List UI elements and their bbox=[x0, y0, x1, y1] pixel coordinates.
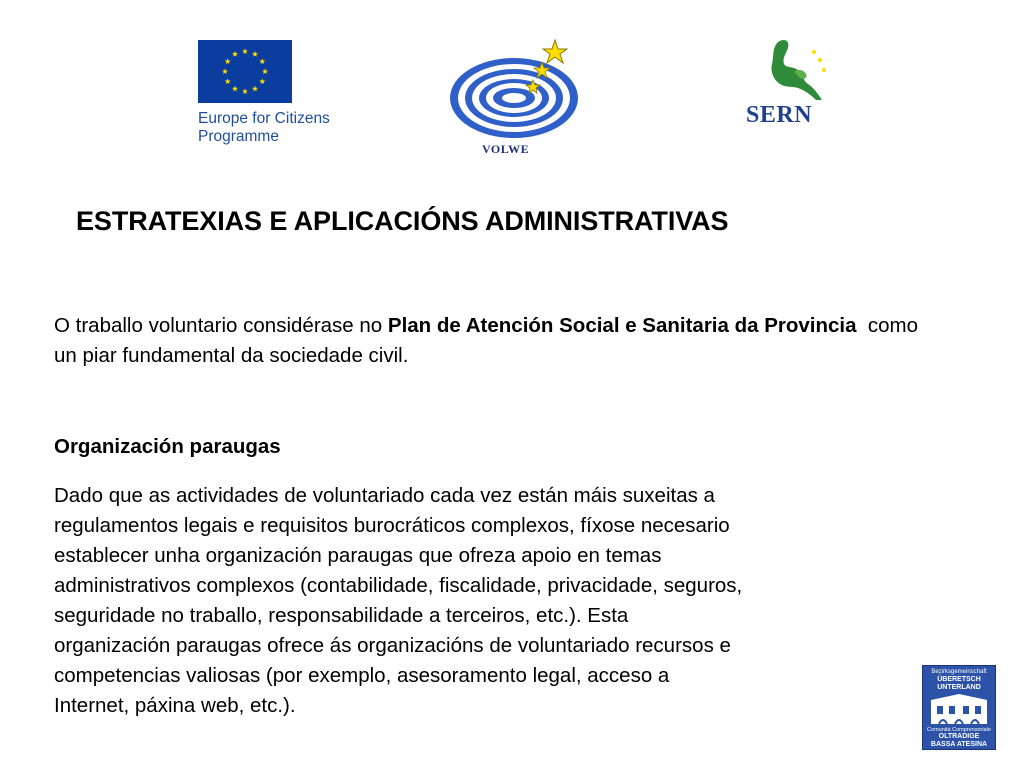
section-body-line: regulamentos legais e requisitos burocráticos complexos, fíxose necesario bbox=[54, 514, 730, 537]
sern-logo bbox=[742, 38, 842, 130]
district-logo-line1: Bezirksgemeinschaft bbox=[931, 669, 987, 675]
europe-map-icon bbox=[764, 38, 834, 102]
district-community-logo bbox=[922, 665, 996, 750]
eu-logo-line1: Europe for Citizens bbox=[198, 110, 330, 127]
volwe-logo-text: VOLWE bbox=[482, 142, 530, 156]
volwe-logo bbox=[448, 38, 588, 160]
district-logo-line3: UNTERLAND bbox=[937, 684, 981, 691]
intro-text-end: como un piar fundamental da sociedade civil. bbox=[54, 314, 924, 367]
section-body-line: Internet, páxina web, etc.). bbox=[54, 694, 296, 717]
building-icon bbox=[929, 694, 989, 724]
volwe-rings-icon bbox=[448, 38, 588, 142]
section-body-line: establecer unha organización paraugas que ofreza apoio en temas bbox=[54, 544, 662, 567]
section-body-line: seguridade no traballo, responsabilidade a terceiros, etc.). Esta bbox=[54, 604, 629, 627]
section-heading: Organización paraugas bbox=[54, 435, 281, 458]
section-body-line: competencias valiosas (por exemplo, asesoramento legal, acceso a bbox=[54, 664, 670, 687]
eu-citizens-logo bbox=[198, 40, 348, 150]
eu-logo-line2: Programme bbox=[198, 128, 279, 145]
page-title: ESTRATEXIAS E APLICACIÓNS ADMINISTRATIVAS bbox=[76, 206, 729, 236]
eu-flag-icon bbox=[198, 40, 292, 103]
intro-text-start: O traballo voluntario considérase no bbox=[54, 314, 388, 337]
district-logo-line6: BASSA ATESINA bbox=[930, 741, 988, 748]
intro-paragraph bbox=[54, 311, 934, 371]
district-logo-line4: Comunità Comprensoriale bbox=[927, 727, 991, 733]
section-body-line: Dado que as actividades de voluntariado cada vez están máis suxeitas a bbox=[54, 484, 715, 507]
district-logo-line2: ÜBERETSCH bbox=[937, 676, 981, 683]
district-logo-line5: OLTRADIGE bbox=[938, 733, 980, 740]
intro-plan-name: Plan de Atención Social e Sanitaria da Provincia bbox=[387, 314, 857, 337]
section-body-line: administrativos complexos (contabilidade, fiscalidade, privacidade, seguros, bbox=[54, 574, 743, 597]
sern-logo-text: SERN bbox=[746, 102, 813, 128]
section-body bbox=[54, 481, 934, 721]
section-body-line: organización paraugas ofrece ás organizacións de voluntariado recursos e bbox=[54, 634, 731, 657]
